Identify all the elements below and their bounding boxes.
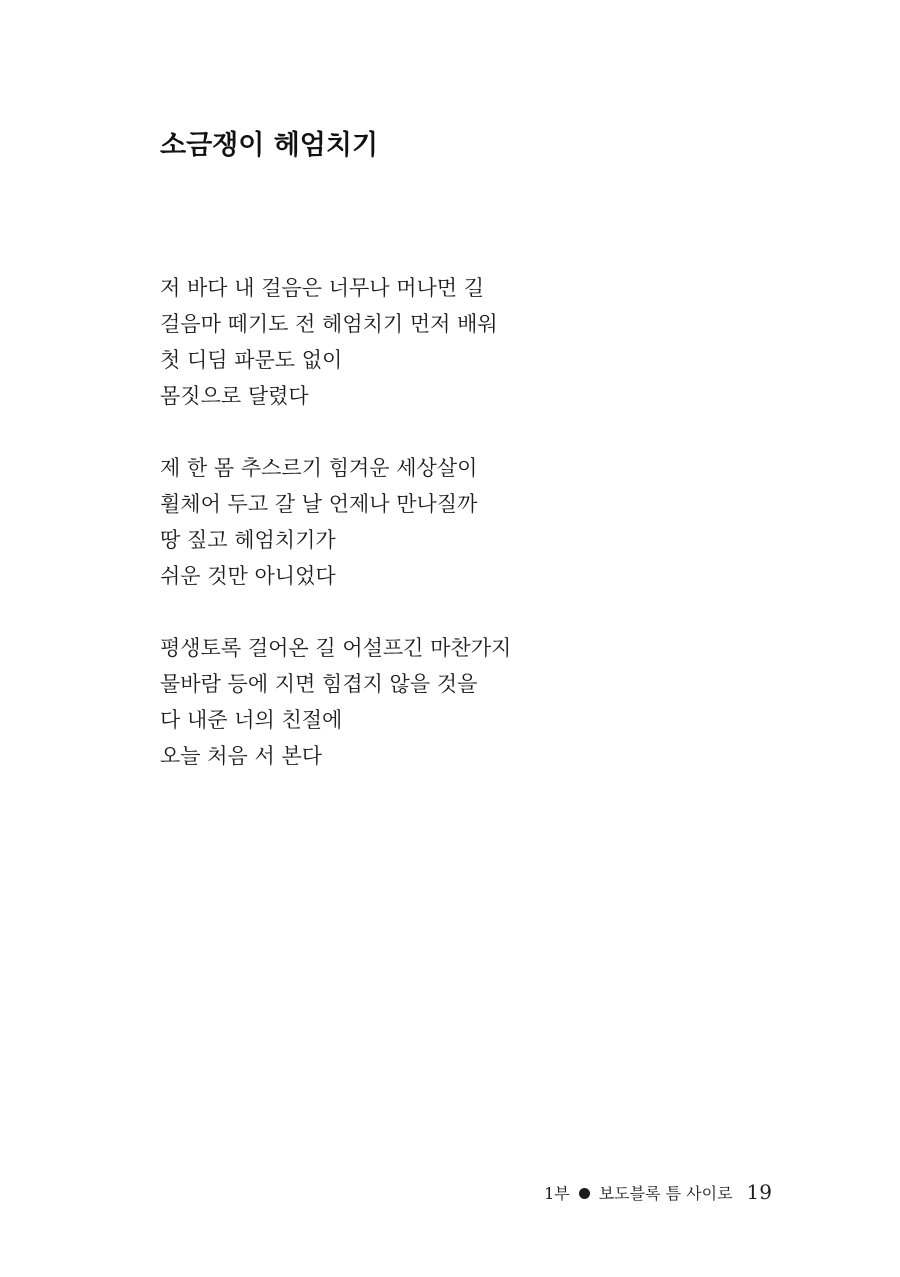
stanza-3	[160, 630, 720, 774]
stanza-2	[160, 450, 720, 594]
page-number: 19	[746, 1180, 772, 1204]
poem-line: 휠체어 두고 갈 날 언제나 만나질까	[160, 492, 478, 516]
poem-line: 땅 짚고 헤엄치기가	[160, 528, 336, 552]
poem-line: 저 바다 내 걸음은 너무나 머나먼 길	[160, 276, 485, 300]
poem-line: 물바람 등에 지면 힘겹지 않을 것을	[160, 672, 478, 696]
poem-line: 제 한 몸 추스르기 힘겨운 세상살이	[160, 456, 478, 480]
poem-line: 다 내준 너의 친절에	[160, 708, 343, 732]
stanza-1	[160, 270, 720, 414]
poem-title: 소금쟁이 헤엄치기	[160, 130, 379, 161]
footer-part-label: 1부	[544, 1184, 570, 1203]
poem-line: 몸짓으로 달렸다	[160, 384, 309, 408]
running-footer	[544, 1180, 772, 1204]
poem-line: 평생토록 걸어온 길 어설프긴 마찬가지	[160, 636, 512, 660]
poem-line: 오늘 처음 서 본다	[160, 744, 323, 768]
footer-section-title: 보도블록 틈 사이로	[598, 1184, 733, 1203]
poem-line: 첫 디딤 파문도 없이	[160, 348, 343, 372]
poem-line: 걸음마 떼기도 전 헤엄치기 먼저 배워	[160, 312, 498, 336]
bullet-icon	[579, 1188, 590, 1199]
poem-body	[160, 270, 720, 810]
poem-line: 쉬운 것만 아니었다	[160, 564, 336, 588]
